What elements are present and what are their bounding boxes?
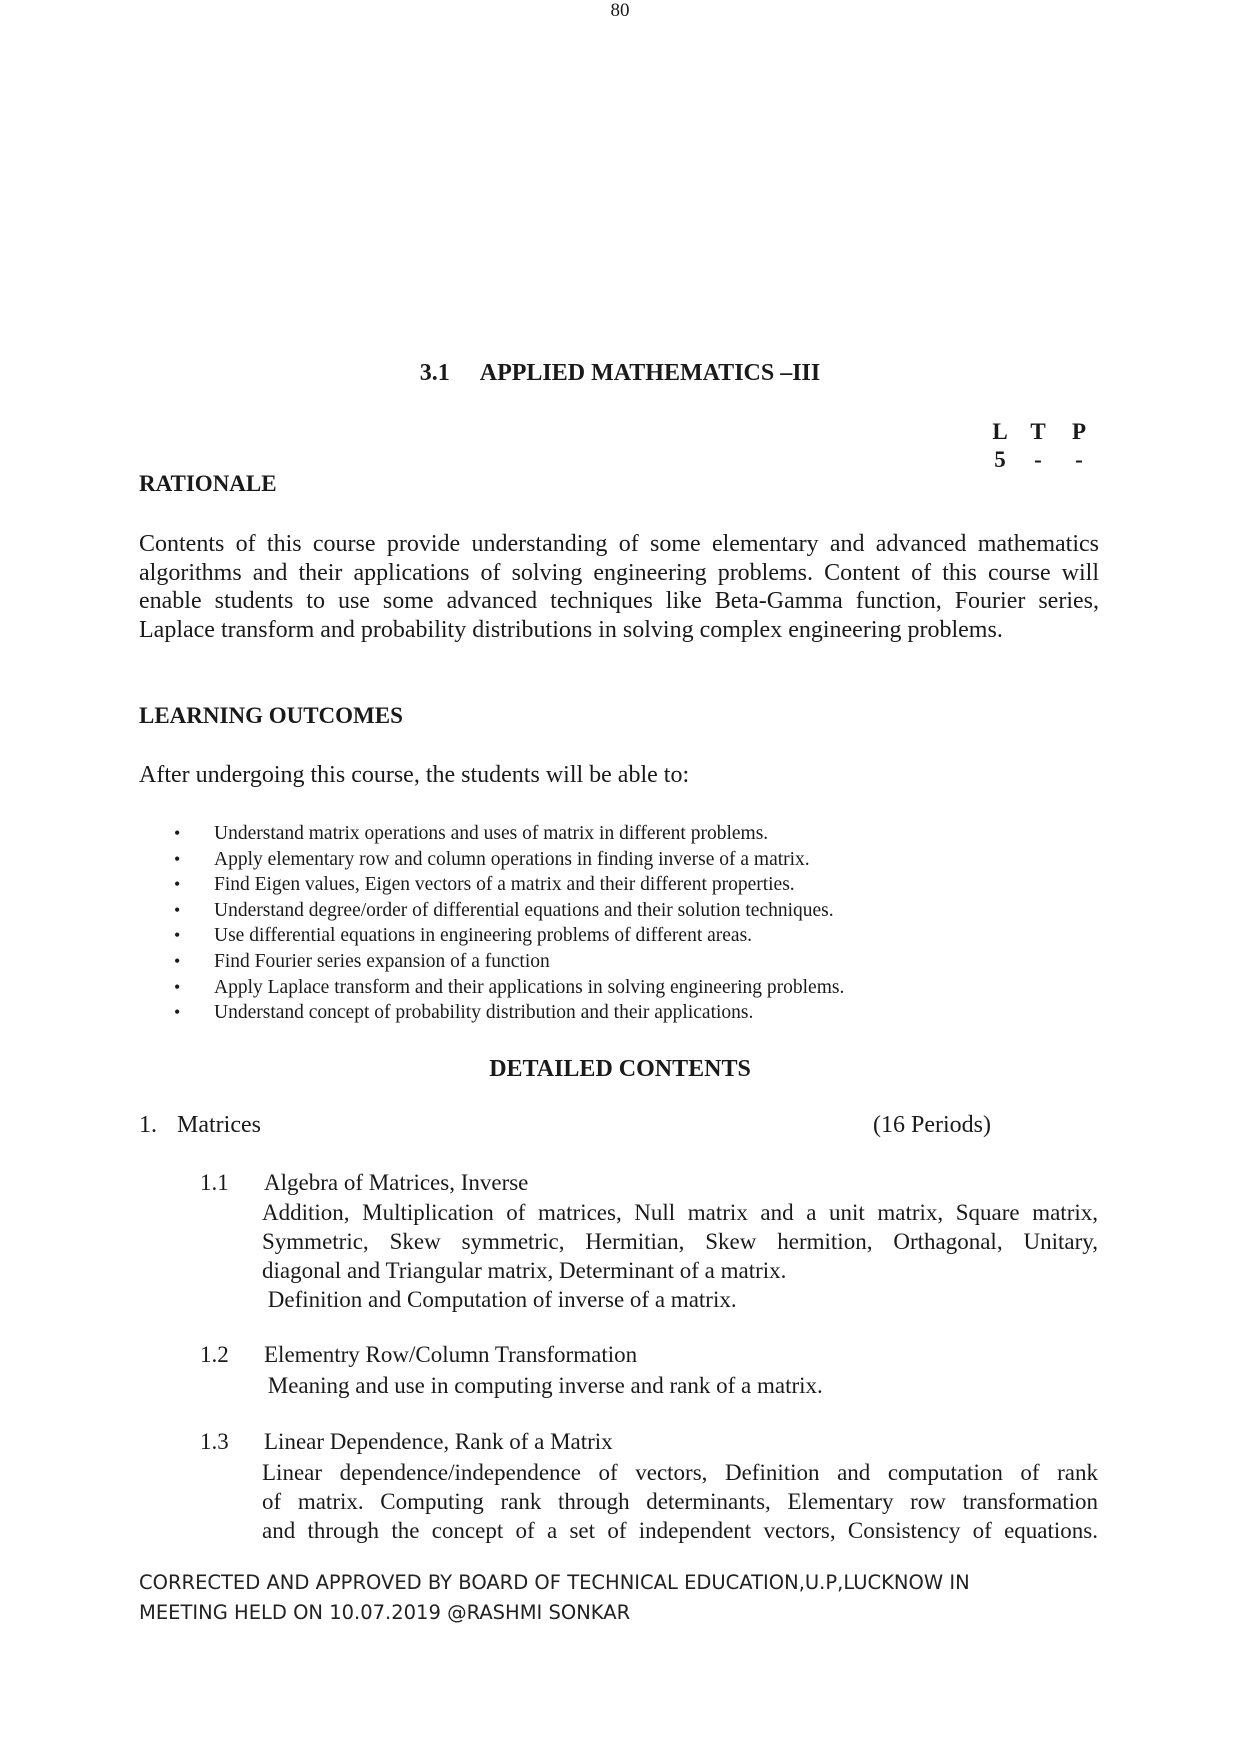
ltp-table [985, 418, 1097, 474]
unit-periods: (16 Periods) [873, 1112, 991, 1138]
outcome-item: • Understand concept of probability distribution and their applications. [174, 1000, 844, 1026]
learning-outcomes-heading: LEARNING OUTCOMES [139, 703, 403, 728]
ltp-value-p: - [1075, 447, 1083, 472]
course-number: 3.1 [419, 360, 450, 386]
subsection-line: Symmetric, Skew symmetric, Hermitian, Skew hermition, Orthagonal, Unitary, [262, 1229, 1098, 1254]
subsection-body [262, 1458, 1098, 1545]
subsection-title: Elementry Row/Column Transformation [264, 1342, 638, 1367]
outcome-item: • Find Fourier series expansion of a function [174, 949, 844, 975]
outcome-item: • Understand matrix operations and uses of matrix in different problems. [174, 821, 844, 847]
subsection-line: and through the concept of a set of independent vectors, Consistency of equations. [262, 1518, 1098, 1543]
footer-line: CORRECTED AND APPROVED BY BOARD OF TECHNICAL EDUCATION,U.P,LUCKNOW IN [139, 1571, 970, 1594]
ltp-header-p: P [1071, 419, 1087, 444]
rationale-line: algorithms and their applications of solving engineering problems. Content of this course will [139, 559, 1099, 586]
detailed-contents-heading: DETAILED CONTENTS [489, 1056, 751, 1082]
ltp-value-t: - [1034, 447, 1042, 472]
subsection-line: Meaning and use in computing inverse and rank of a matrix. [262, 1373, 823, 1398]
subsection-number: 1.2 [200, 1342, 229, 1367]
footer-line: MEETING HELD ON 10.07.2019 @RASHMI SONKAR [139, 1601, 631, 1624]
rationale-line: enable students to use some advanced techniques like Beta-Gamma function, Fourier series, [139, 588, 1099, 614]
outcome-item: • Apply Laplace transform and their applications in solving engineering problems. [174, 975, 844, 1001]
subsection-number: 1.1 [200, 1170, 229, 1195]
ltp-header-l: L [992, 419, 1008, 444]
course-title [0, 360, 1240, 387]
learning-outcomes-list [174, 821, 844, 1026]
outcome-item: • Apply elementary row and column operations in finding inverse of a matrix. [174, 847, 844, 873]
rationale-paragraph [139, 530, 1099, 644]
subsection-body [262, 1371, 1098, 1400]
ltp-value-l: 5 [994, 447, 1006, 472]
unit-title: Matrices [177, 1112, 261, 1138]
footer-note [139, 1568, 970, 1628]
rationale-heading: RATIONALE [139, 471, 277, 496]
subsection-number: 1.3 [200, 1429, 229, 1454]
ltp-header-t: T [1030, 419, 1046, 444]
unit-number: 1. [139, 1112, 157, 1138]
subsection-line: Addition, Multiplication of matrices, Null matrix and a unit matrix, Square matrix, [262, 1200, 1098, 1225]
learning-outcomes-intro: After undergoing this course, the students will be able to: [139, 762, 690, 788]
page-number: 80 [610, 0, 630, 21]
subsection-body [262, 1198, 1098, 1314]
subsection-line: of matrix. Computing rank through determinants, Elementary row transformation [262, 1489, 1098, 1514]
subsection-line: Linear dependence/independence of vectors, Definition and computation of rank [262, 1460, 1098, 1485]
subsection-title: Linear Dependence, Rank of a Matrix [264, 1429, 613, 1454]
subsection-title: Algebra of Matrices, Inverse [264, 1170, 529, 1195]
subsection-line: Definition and Computation of inverse of a matrix. [262, 1287, 737, 1312]
rationale-line: Contents of this course provide understanding of some elementary and advanced mathematics [139, 531, 1099, 557]
outcome-item: • Find Eigen values, Eigen vectors of a matrix and their different properties. [174, 872, 844, 898]
unit-heading [139, 1112, 261, 1139]
course-name: APPLIED MATHEMATICS –III [479, 360, 821, 386]
outcome-item: • Understand degree/order of differential equations and their solution techniques. [174, 898, 844, 924]
subsection-line: diagonal and Triangular matrix, Determinant of a matrix. [262, 1258, 787, 1283]
rationale-line: Laplace transform and probability distributions in solving complex engineering problems. [139, 616, 1003, 643]
outcome-item: • Use differential equations in engineering problems of different areas. [174, 923, 844, 949]
